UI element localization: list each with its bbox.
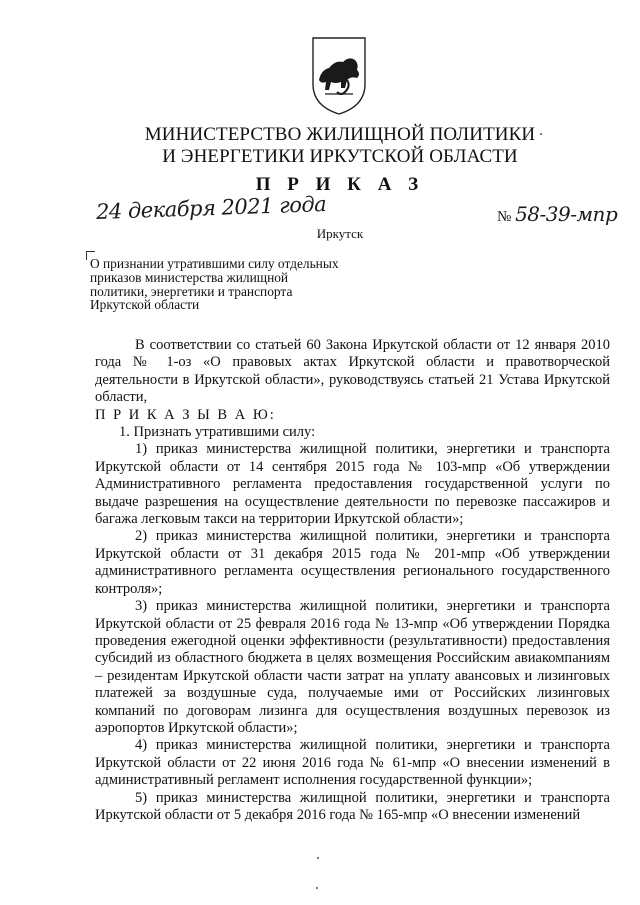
document-body [95,337,610,824]
list-item-2: 2) приказ министерства жилищной политики, энергетики и транспорта Иркутской области от 31 декабря 2015 года № 201-мпр «Об утверждении административного регламента осуществления регионального государственного контроля»; [95,528,610,597]
handwritten-number: 58-39-мпр [515,202,618,226]
number-sign: № [497,209,512,225]
list-item-1: 1) приказ министерства жилищной политики, энергетики и транспорта Иркутской области от 14 сентября 2015 года № 103-мпр «Об утверждении Административного регламента предоставления государственной услуги по выдаче разрешения на осуществление деятельности по перевозке пассажиров и багажа легковым такси на территории Иркутской области»; [95,441,610,528]
point-1: 1. Признать утратившими силу: [119,424,316,441]
document-number [497,202,617,226]
list-item-4: 4) приказ министерства жилищной политики, энергетики и транспорта Иркутской области от 22 июня 2016 года № 61-мпр «О внесении изменений в административный регламент исполнения государственной функции»; [95,737,610,789]
handwritten-date: 24 декабря 2021 года [95,191,327,225]
list-item-5: 5) приказ министерства жилищной политики, энергетики и транспорта Иркутской области от 5 декабря 2016 года № 165-мпр «О внесении изменений [95,789,610,823]
subject-block: О признании утратившими силу отдельных приказов министерства жилищной политики, энергетики и транспорта Иркутской области [90,256,339,313]
order-word: П Р И К А З Ы В А Ю: [95,406,276,423]
ministry-name-line1: МИНИСТЕРСТВО ЖИЛИЩНОЙ ПОЛИТИКИ [144,124,536,145]
scan-speck [316,887,318,889]
city-name: Иркутск [316,226,364,241]
scan-speck [317,857,319,859]
intro-paragraph: В соответствии со статьей 60 Закона Иркутской области от 12 января 2010 года № 1-оз «О правовых актах Иркутской области и правотворческой деятельности в Иркутской области», руководствуясь статьей 21 Устава Иркутской области, [95,337,610,406]
scan-speck [540,133,542,135]
document-type-title: П Р И К А З [255,174,425,195]
list-item-3: 3) приказ министерства жилищной политики, энергетики и транспорта Иркутской области от 25 февраля 2016 года № 13-мпр «Об утверждении Порядка проведения ежегодной оценки эффективности (результативности) предоставления субсидий из областного бюджета в целях возмещения Российским авиакомпаниям – резидентам Иркутской области части затрат на уплату авансовых и лизинговых платежей за воздушные суда, получаемые ими от Российских лизинговых компаний по договорам лизинга для осуществления воздушных перевозок из аэропортов Иркутской области»; [95,598,610,736]
ministry-name [0,124,640,168]
irkutsk-coat-of-arms-emblem [311,36,367,116]
ministry-name-line2: И ЭНЕРГЕТИКИ ИРКУТСКОЙ ОБЛАСТИ [162,146,518,167]
